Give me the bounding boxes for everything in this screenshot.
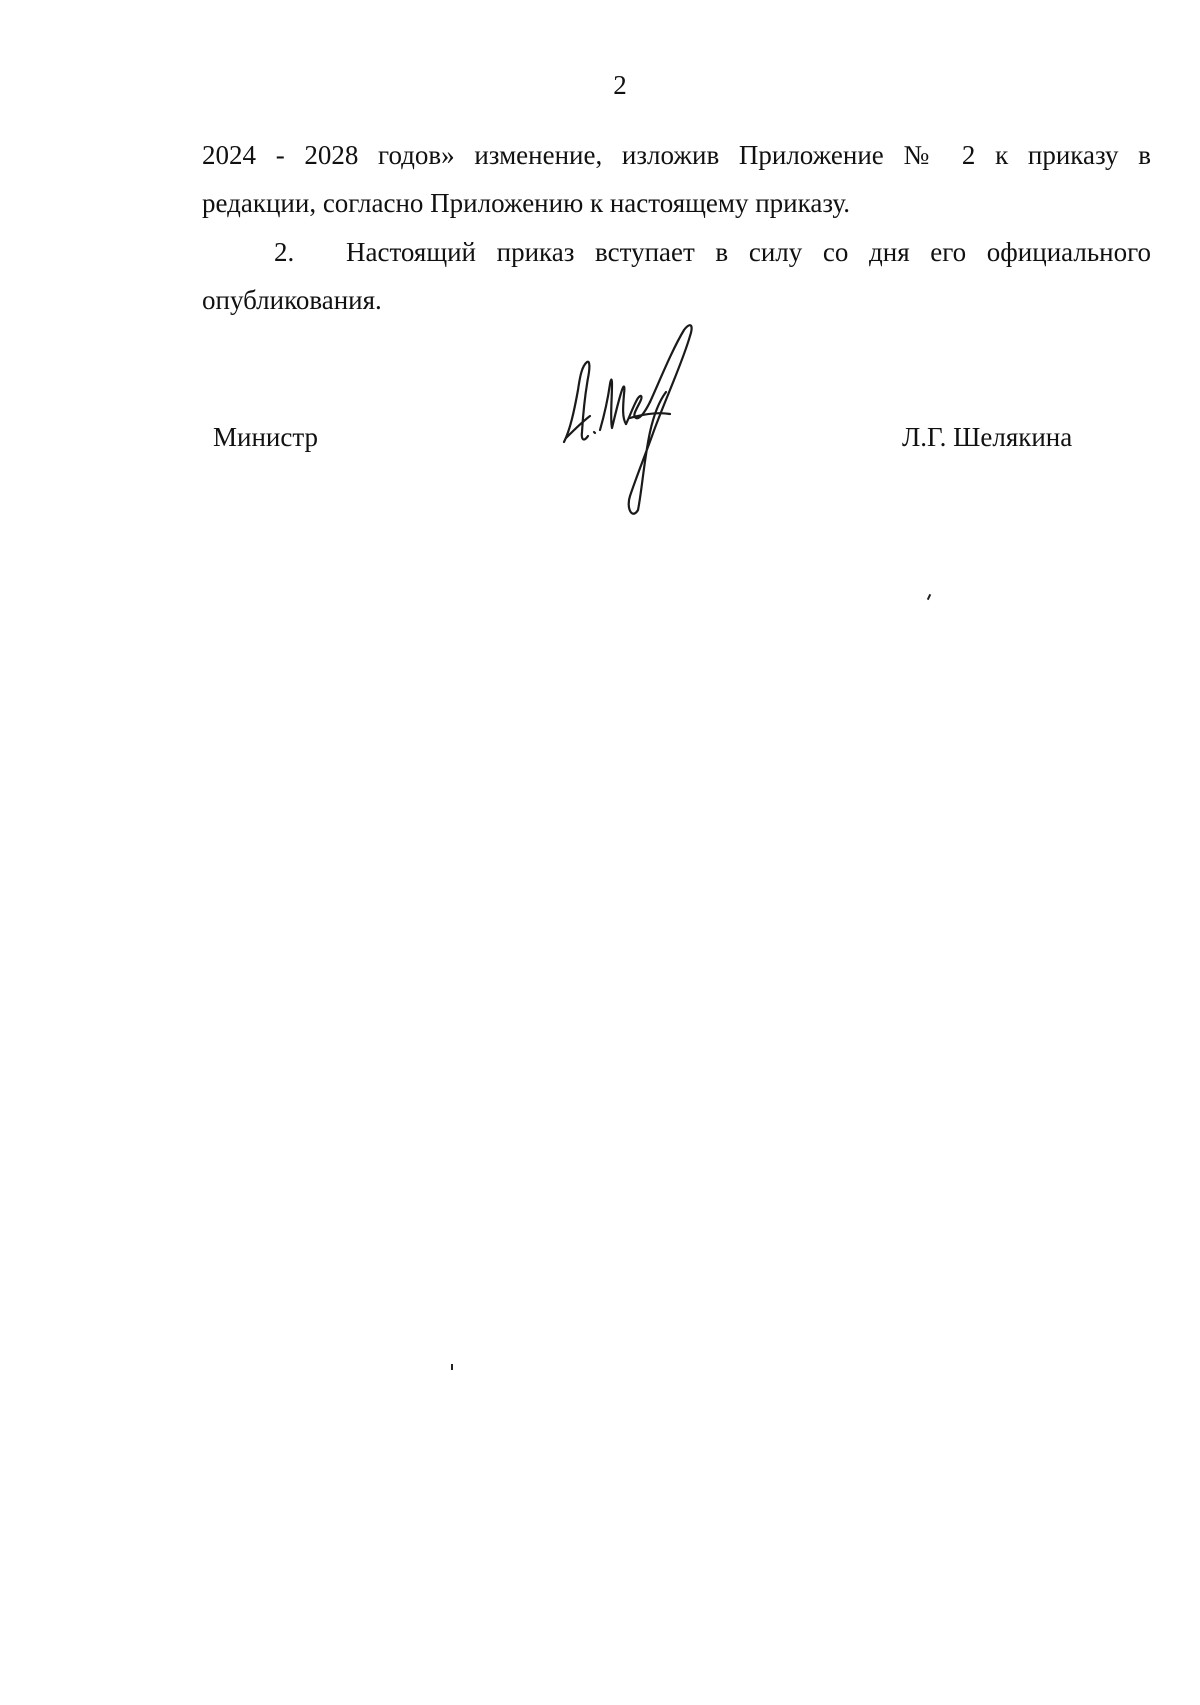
paragraph-1-line-1: 2024 - 2028 годов» изменение, изложив Приложение № 2 к приказу в xyxy=(202,140,1151,170)
handwritten-signature xyxy=(560,320,735,520)
scan-speck xyxy=(451,1364,453,1370)
paragraph-2-line-2: опубликования. xyxy=(202,285,382,315)
paragraph-2-line-1: Настоящий приказ вступает в силу со дня его официального xyxy=(346,237,1151,267)
signatory-position: Министр xyxy=(213,422,318,452)
signatory-name: Л.Г. Шелякина xyxy=(902,422,1073,452)
paragraph-1 xyxy=(202,131,1151,227)
paragraph-1-line-2: редакции, согласно Приложению к настоящему приказу. xyxy=(202,188,850,218)
scan-speck xyxy=(927,594,931,600)
paragraph-2 xyxy=(202,228,1151,324)
paragraph-2-number: 2. xyxy=(274,237,295,267)
paragraph-2-first-line xyxy=(202,228,1151,276)
page-number: 2 xyxy=(613,70,627,100)
